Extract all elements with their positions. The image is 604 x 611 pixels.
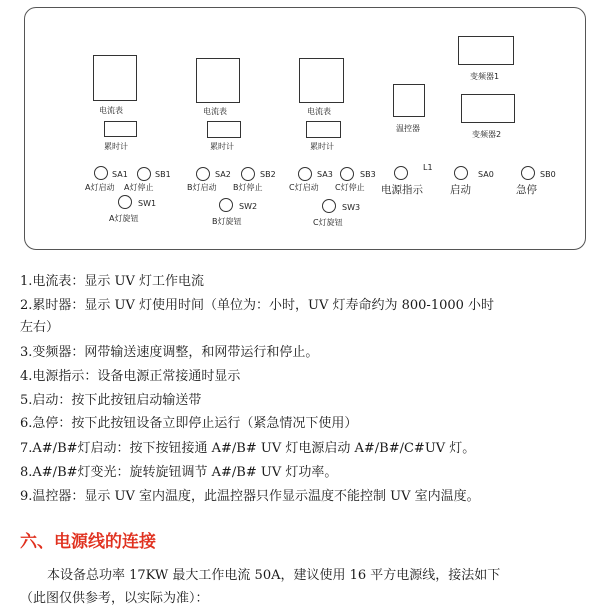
ammeter-b: [196, 58, 240, 103]
sb2-button-icon: [241, 167, 255, 181]
inverter-1-label: 变频器1: [470, 72, 500, 81]
section-heading: 六、电源线的连接: [20, 532, 156, 552]
hour-meter-a-label: 累时计: [104, 142, 128, 151]
list-item: 6.急停：按下此按钮设备立即停止运行（紧急情况下使用）: [20, 416, 358, 431]
c-stop-label: C灯停止: [335, 183, 365, 192]
hour-meter-a: [104, 121, 137, 137]
ammeter-b-label: 电流表: [203, 107, 227, 116]
sw1-label: SW1: [138, 199, 157, 208]
temperature-controller: [393, 84, 425, 117]
estop-button-icon: [521, 166, 535, 180]
sb0-label: SB0: [540, 170, 556, 179]
estop-label: 急停: [516, 184, 537, 196]
list-item: 8.A#/B#灯变光：旋转旋钮调节 A#/B# UV 灯功率。: [20, 465, 338, 480]
list-item: 3.变频器：网带输送速度调整，和网带运行和停止。: [20, 345, 319, 360]
b-start-label: B灯启动: [187, 183, 217, 192]
hour-meter-c-label: 累时计: [310, 142, 334, 151]
sa0-label: SA0: [478, 170, 494, 179]
list-item: 5.启动：按下此按钮启动输送带: [20, 393, 202, 408]
a-stop-label: A灯停止: [124, 183, 154, 192]
c-knob-label: C灯旋钮: [313, 218, 343, 227]
sb3-button-icon: [340, 167, 354, 181]
list-item: 4.电源指示：设备电源正常接通时显示: [20, 369, 241, 384]
inverter-1: [458, 36, 514, 65]
sa2-button-icon: [196, 167, 210, 181]
inverter-2-label: 变频器2: [472, 130, 502, 139]
b-stop-label: B灯停止: [233, 183, 263, 192]
sa3-label: SA3: [317, 170, 333, 179]
ammeter-c: [299, 58, 344, 103]
sw1-knob-icon: [118, 195, 132, 209]
sa2-label: SA2: [215, 170, 231, 179]
temperature-controller-label: 温控器: [396, 124, 420, 133]
hour-meter-b-label: 累时计: [210, 142, 234, 151]
list-item: 2.累时器：显示 UV 灯使用时间（单位为：小时，UV 灯寿命约为 800-1000 小时: [20, 298, 495, 313]
sw3-knob-icon: [322, 199, 336, 213]
sa1-button-icon: [94, 166, 108, 180]
sb1-label: SB1: [155, 170, 171, 179]
list-item: 左右）: [20, 320, 60, 335]
power-indicator-label: 电源指示: [381, 184, 423, 196]
list-item: 1.电流表：显示 UV 灯工作电流: [20, 274, 205, 289]
power-indicator-lamp-icon: [394, 166, 408, 180]
ammeter-a-label: 电流表: [99, 106, 123, 115]
sb3-label: SB3: [360, 170, 376, 179]
list-item: 7.A#/B#灯启动：按下按钮接通 A#/B# UV 灯电源启动 A#/B#/C#UV 灯。: [20, 441, 476, 456]
list-item: 9.温控器：显示 UV 室内温度，此温控器只作显示温度不能控制 UV 室内温度。: [20, 489, 480, 504]
sw3-label: SW3: [342, 203, 361, 212]
sw2-label: SW2: [239, 202, 258, 211]
paragraph-line: （此图仅供参考，以实际为准）：: [20, 591, 209, 606]
sw2-knob-icon: [219, 198, 233, 212]
start-label: 启动: [450, 184, 471, 196]
a-start-label: A灯启动: [85, 183, 115, 192]
c-start-label: C灯启动: [289, 183, 319, 192]
hour-meter-c: [306, 121, 341, 138]
ammeter-a: [93, 55, 137, 101]
l1-label: L1: [423, 163, 433, 172]
sb1-button-icon: [137, 167, 151, 181]
paragraph-line: 本设备总功率 17KW 最大工作电流 50A，建议使用 16 平方电源线，接法如下: [47, 568, 501, 583]
hour-meter-b: [207, 121, 241, 138]
sa1-label: SA1: [112, 170, 128, 179]
ammeter-c-label: 电流表: [307, 107, 331, 116]
sb2-label: SB2: [260, 170, 276, 179]
inverter-2: [461, 94, 515, 123]
start-button-icon: [454, 166, 468, 180]
b-knob-label: B灯旋钮: [212, 217, 242, 226]
a-knob-label: A灯旋钮: [109, 214, 139, 223]
sa3-button-icon: [298, 167, 312, 181]
